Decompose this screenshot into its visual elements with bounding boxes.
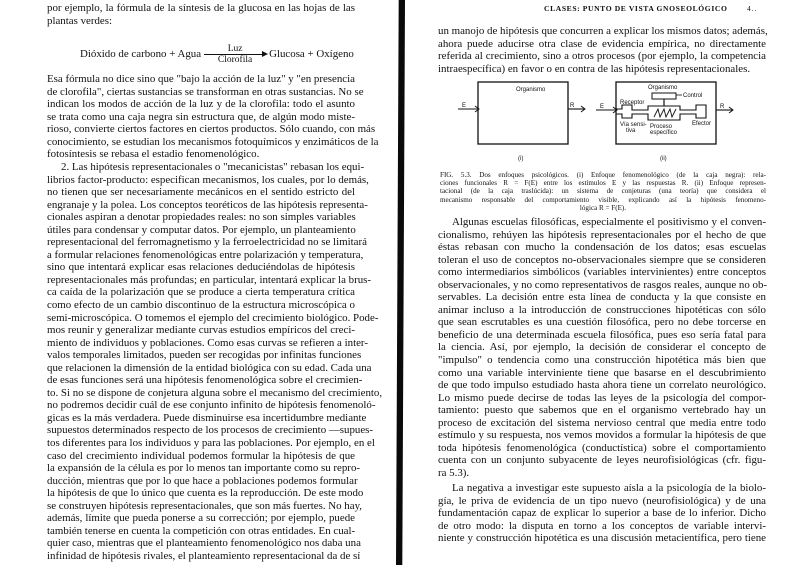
text-line: también tenerse en cuenta la competición con otras entidades. En cual- bbox=[47, 524, 356, 537]
text-line: estímulo y su respuesta, nos vemos movidos a formular la hipótesis de que bbox=[438, 429, 766, 442]
panel-ii-input-label: E bbox=[600, 104, 605, 110]
text-line: ahora puede aducirse otra clase de evidencia empírica, no directamente bbox=[438, 37, 766, 50]
text-line: La negativa a investigar este supuesto aísla a la psicología de la biolo- bbox=[452, 482, 766, 494]
text-line: ra 5.3). bbox=[438, 466, 470, 479]
text-line: Algunas escuelas filosóficas, especialmente el positivismo y el conven- bbox=[452, 216, 766, 228]
panel-ii-process-label-2: específico bbox=[650, 130, 678, 136]
panel-ii-process-label: Proceso bbox=[650, 124, 673, 130]
text-line: que relacionen la dimensión de la entidad biológica con su edad. Cada una bbox=[47, 361, 372, 374]
text-line: como intermediarios simbólicos (variables intervinientes) entre conceptos bbox=[438, 266, 766, 279]
text-line: plantas verdes: bbox=[47, 14, 113, 27]
text-line: no tienen que ser necesariamente mecánicos en el sentido estricto del bbox=[47, 186, 355, 199]
text-line: de clorofila", ciertas sustancias se transforman en otras sustancias. No se bbox=[47, 85, 364, 98]
figure-5-3 bbox=[434, 78, 774, 166]
formula-products: Glucosa + Oxígeno bbox=[269, 48, 354, 60]
text-line: que sean escrutables es una cuestión filosófica, pero no debe torcerse en bbox=[438, 316, 766, 329]
text-line: éstas rebasan con mucho la condensación de los datos; esas escuelas bbox=[438, 241, 766, 254]
panel-ii-output-label: R bbox=[720, 104, 725, 110]
text-line: útiles para condensar y computar datos. Por ejemplo, un planteamiento bbox=[47, 223, 356, 236]
text-line: referida al crecimiento, sino a otros procesos (por ejemplo, la competencia bbox=[438, 50, 766, 63]
panel-i-organism-label: Organismo bbox=[516, 87, 546, 93]
text-line: representacionales más profundas; en particular, intentará explicar la brus- bbox=[47, 273, 372, 286]
panel-ii-receptor-label: Receptor bbox=[620, 100, 645, 106]
text-line: un manojo de hipótesis que concurren a explicar los mismos datos; además, bbox=[438, 25, 768, 37]
text-line: la ciencia. Así, por ejemplo, la decisión de considerar el concepto de bbox=[438, 341, 766, 354]
text-line: a formular relaciones fenomenológicas entre polarización y temperatura, bbox=[47, 248, 364, 261]
panel-ii-translucent-box bbox=[596, 82, 733, 162]
panel-ii-effector-label: Efector bbox=[692, 121, 712, 127]
text-line: sino que intentará explicar esas relaciones deduciéndolas de hipótesis bbox=[47, 261, 355, 274]
text-line: Lo mismo puede decirse de todas las leyes de la psicología del compor- bbox=[438, 391, 766, 404]
figure-caption bbox=[440, 171, 766, 212]
panel-ii-control-label: Control bbox=[683, 93, 703, 99]
text-line: animar incluso a la introducción de construcciones hipotéticas con sólo bbox=[438, 303, 766, 316]
panel-ii-label: (ii) bbox=[660, 156, 667, 162]
paragraph-2 bbox=[438, 216, 766, 479]
text-line: tamiento: puesto que sabemos que en el organismo vertebrado hay un bbox=[438, 404, 766, 417]
text-line: niente y construcción hipotética es una discusión metacientífica, pero tiene bbox=[438, 532, 766, 545]
panel-i-label: (i) bbox=[518, 156, 524, 162]
page-number: 4.. bbox=[747, 4, 758, 13]
text-line: lógica R = F(E). bbox=[579, 203, 627, 212]
text-line: librios factor-producto: especifican mecanismos, los cuales, por lo demás, bbox=[47, 173, 369, 186]
formula-reactants: Dióxido de carbono + Agua bbox=[80, 48, 202, 60]
right-page bbox=[404, 0, 800, 565]
running-head: CLASES: PUNTO DE VISTA GNOSEOLÓGICO bbox=[544, 4, 728, 13]
figure-diagram bbox=[434, 78, 774, 166]
arrow-top-label: Luz bbox=[227, 44, 243, 54]
reaction-arrow bbox=[204, 44, 266, 66]
panel-i-black-box bbox=[458, 82, 585, 162]
text-line: proceso de excitación del sistema nervioso central que media entre todo bbox=[438, 416, 766, 429]
text-line: tacional (de la caja traslúcida): un sistema de conjeturas (una teoría) que considera el bbox=[440, 187, 766, 196]
text-line: por ejemplo, la fórmula de la síntesis de la glucosa en las hojas de las bbox=[47, 2, 355, 14]
paragraph-1 bbox=[47, 73, 379, 161]
text-line: "impulso" o tendencia como una construcción hipotética más bien que bbox=[438, 354, 766, 367]
text-line: además, límite que pueda ponerse a su corrección; por ejemplo, puede bbox=[47, 512, 355, 525]
text-line: mos reunir y generalizar mediante curvas estudios empíricos del creci- bbox=[47, 324, 355, 337]
text-line: semi-microscópica. O tomemos el ejemplo del crecimiento biológico. Pode- bbox=[47, 311, 379, 324]
text-line: cionales aspiran a denotar propiedades reales: no son simples variables bbox=[47, 211, 356, 224]
text-line: mecanismo responsable del comportamiento visible, explicando así la hipótesis fenomeno- bbox=[440, 195, 766, 204]
text-line: conocimiento, se estudian los mecanismos fotoquímicos y enzimáticos de la bbox=[47, 135, 379, 148]
text-line: se construyen hipótesis representacionales, que son más fuertes. No hay, bbox=[47, 499, 363, 512]
text-line: fundamentación capaz de explicar lo superior a base de lo inferior. Dicho bbox=[438, 507, 766, 520]
paragraph-2 bbox=[47, 161, 383, 563]
panel-ii-organism-label: Organismo bbox=[648, 85, 678, 91]
text-line: Esa fórmula no dice sino que "bajo la acción de la luz" y "en presencia bbox=[47, 73, 355, 85]
text-line: ciones funcionales R = F(E) entre los estímulos E y las respuestas R. (ii) Enfoque represen- bbox=[440, 179, 766, 188]
text-line: de esas funciones será una hipótesis fenomenológica sobre el crecimien- bbox=[47, 374, 363, 387]
panel-ii-sensitive-label-2: tiva bbox=[626, 128, 636, 134]
text-line: cionalismo, rehúyen las hipótesis representacionales por el hecho de que bbox=[438, 228, 766, 241]
text-line: de otro modo: la disputa en torno a los conceptos de variable intervi- bbox=[438, 519, 766, 532]
arrow-icon bbox=[204, 54, 266, 55]
text-line: de que todo impulso estudiado hasta ahora tiene un correlato neurológico. bbox=[438, 379, 766, 392]
text-line: fotosíntesis se rebasa el estadio fenomenológico. bbox=[47, 148, 260, 161]
text-line: no podremos decidir cuál de ese conjunto infinito de hipótesis fenomenoló- bbox=[47, 399, 376, 412]
left-page bbox=[0, 0, 398, 565]
photosynthesis-formula bbox=[80, 43, 360, 65]
text-line: supuestos determinados respecto de los procesos de crecimiento —supues- bbox=[47, 424, 374, 437]
arrow-bottom-label: Clorofila bbox=[217, 55, 253, 65]
panel-i-input-label: E bbox=[462, 103, 467, 109]
text-line: tos diferentes para los individuos y para las poblaciones. Por ejemplo, en el bbox=[47, 437, 375, 450]
text-line: miento de individuos y poblaciones. Como esas curvas se refieren a inter- bbox=[47, 336, 368, 349]
text-line: ducción, mientras que por lo que hace a poblaciones podemos formular bbox=[47, 474, 358, 487]
paragraph-continued bbox=[438, 25, 766, 75]
text-line: toda hipótesis fenomenológica (conductística) sobre el comportamiento bbox=[438, 441, 766, 454]
panel-i-output-label: R bbox=[570, 103, 575, 109]
text-line: rioso, convierte ciertos factores en ciertos productos. Sólo cuando, con más bbox=[47, 123, 376, 136]
text-line: engranaje y la polea. Los conceptos teoréticos de las hipótesis representa- bbox=[47, 198, 368, 211]
text-line: FIG. 5.3. Dos enfoques psicológicos. (i) Enfoque fenomenológico (de la caja negra): rela- bbox=[440, 171, 766, 179]
text-line: cuenta con un conjunto subyacente de leyes neurofisiológicas (cfr. figu- bbox=[438, 454, 766, 467]
text-line: ca caída de la polarización que se produce a cierta temperatura crítica bbox=[47, 286, 355, 299]
text-line: caso del crecimiento individual podemos formular la hipótesis de que bbox=[47, 449, 355, 462]
text-line: indican los modos de acción de la luz y de la clorofila: todo el asunto bbox=[47, 98, 355, 111]
text-line: valos temporales limitados, pueden ser recogidas por infinitas funciones bbox=[47, 349, 362, 362]
text-line: se trata como una caja negra sin estructura que, de algún modo miste- bbox=[47, 110, 355, 123]
text-line: servables. La decisión entre esta línea de conducta y la que consiste en bbox=[438, 291, 766, 304]
text-line: como una variable interviniente tiene que basarse en el descubrimiento bbox=[438, 366, 766, 379]
text-line: gía, le priva de evidencia de un tipo nuevo (neurofisiológica) y de una bbox=[438, 494, 766, 507]
text-line: beneficio de una determinada escuela filosófica, pues eso sería fatal para bbox=[438, 328, 766, 341]
text-line: observacionales, y no como representativos de rasgos reales, aunque no ob- bbox=[438, 278, 768, 291]
text-line: la expansión de la célula es por lo menos tan importante como su repro- bbox=[47, 462, 361, 475]
panel-ii-sensitive-label: Vía sensi- bbox=[620, 122, 647, 128]
text-line: 2. Las hipótesis representacionales o "mecanicistas" rebasan los equi- bbox=[61, 161, 365, 173]
text-line: la hipótesis de que lo único que cuenta es la reproducción. De este modo bbox=[47, 487, 364, 500]
text-line: quier caso, mientras que el planteamiento fenomenológico nos daba una bbox=[47, 537, 361, 550]
text-line: como efecto de un cambio discontinuo de la estructura microscópica o bbox=[47, 299, 355, 312]
text-line: infinidad de hipótesis rivales, el planteamiento representacional da de sí bbox=[47, 549, 361, 562]
intro-text bbox=[47, 2, 355, 27]
paragraph-3 bbox=[438, 482, 766, 545]
text-line: representacional del ferromagnetismo y la ferroelectricidad no se limitará bbox=[47, 236, 367, 249]
text-line: toleran el uso de conceptos no-observacionales siempre que se consideren bbox=[438, 253, 766, 266]
text-line: gicas es la más verdadera. Puede disminuirse esa incertidumbre mediante bbox=[47, 411, 367, 424]
text-line: to. Si no se dispone de conjetura alguna sobre el mecanismo del crecimiento, bbox=[47, 386, 383, 399]
text-line: intraespecífica) en favor o en contra de las hipótesis representacionales. bbox=[438, 62, 751, 75]
